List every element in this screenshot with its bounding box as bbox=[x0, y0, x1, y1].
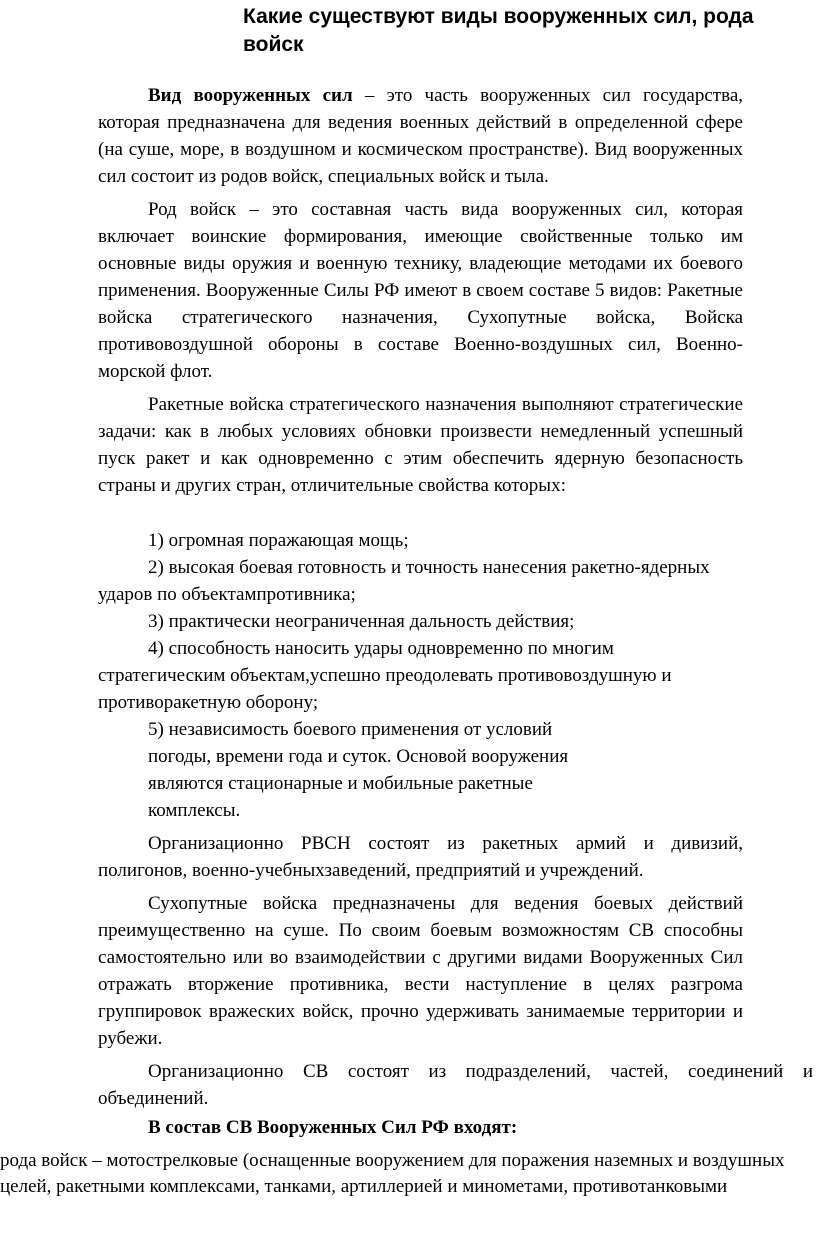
document-body bbox=[98, 82, 813, 1141]
term-armed-forces-type: Вид вооруженных сил bbox=[148, 85, 353, 106]
paragraph-strategic-missile-forces: Ракетные войска стратегического назначения выполняют стратегические задачи: как в любых условиях обновки произвести немедленный успешный пуск ракет и как одновременно с этим обеспечить ядерную безопасность страны и других стран, отличительные свойства которых: bbox=[98, 394, 743, 496]
paragraph-text: – это часть вооруженных сил государства, которая предназначена для ведения военных действий в определенной сфере (на суше, море, в воздушном и космическом пространстве). Вид вооруженных сил состоит из родов войск, специальных войск и тыла. bbox=[98, 85, 743, 187]
list-item: 4) способность наносить удары одновременно по многим стратегическим объектам,успешно преодолевать противовоздушную и противоракетную оборону; bbox=[98, 638, 672, 713]
paragraph-troop-branch: Род войск – это составная часть вида вооруженных сил, которая включает воинские формирования, имеющие свойственные только им основные виды оружия и военную технику, владеющие методами их боевого применения. Вооруженные Силы РФ имеют в своем составе 5 видов: Ракетные войска стратегического назначения, Сухопутные войска, Войска противовоздушной обороны в составе Военно-воздушных сил, Военно-морской флот. bbox=[98, 199, 743, 382]
list-item-line: комплексы. bbox=[148, 800, 241, 821]
list-item: 3) практически неограниченная дальность действия; bbox=[148, 611, 575, 632]
section-heading: В состав СВ Вооруженных Сил РФ входят: bbox=[148, 1117, 518, 1138]
paragraph-ground-forces: Сухопутные войска предназначены для ведения боевых действий преимущественно на суше. По своим боевым возможностям СВ способны самостоятельно или во взаимодействии с другими видами Вооруженных Сил отражать вторжение противника, вести наступление в целях разгрома группировок вражеских войск, прочно удерживать занимаемые территории и рубежи. bbox=[98, 893, 743, 1049]
document-title: Какие существуют виды вооруженных сил, рода войск bbox=[243, 5, 754, 56]
paragraph-troop-branches: рода войск – мотострелковые (оснащенные вооружением для поражения наземных и воздушных целей, ракетными комплексами, танками, артиллерией и минометами, противотанковыми bbox=[0, 1150, 785, 1197]
paragraph-ground-forces-organization: Организационно СВ состоят из подразделений, частей, соединений и объединений. bbox=[98, 1061, 813, 1109]
paragraph-armed-forces-type bbox=[98, 82, 743, 190]
list-item-line: являются стационарные и мобильные ракетные bbox=[148, 773, 533, 794]
list-item-line: 5) независимость боевого применения от условий bbox=[148, 719, 553, 740]
paragraph-rvsn-organization: Организационно РВСН состоят из ракетных армий и дивизий, полигонов, военно-учебныхзаведений, предприятий и учреждений. bbox=[98, 833, 743, 881]
list-item-line: погоды, времени года и суток. Основой вооружения bbox=[148, 746, 569, 767]
list-item: 2) высокая боевая готовность и точность нанесения ракетно-ядерных ударов по объектампротивника; bbox=[98, 557, 710, 605]
list-item: 1) огромная поражающая мощь; bbox=[148, 530, 409, 551]
